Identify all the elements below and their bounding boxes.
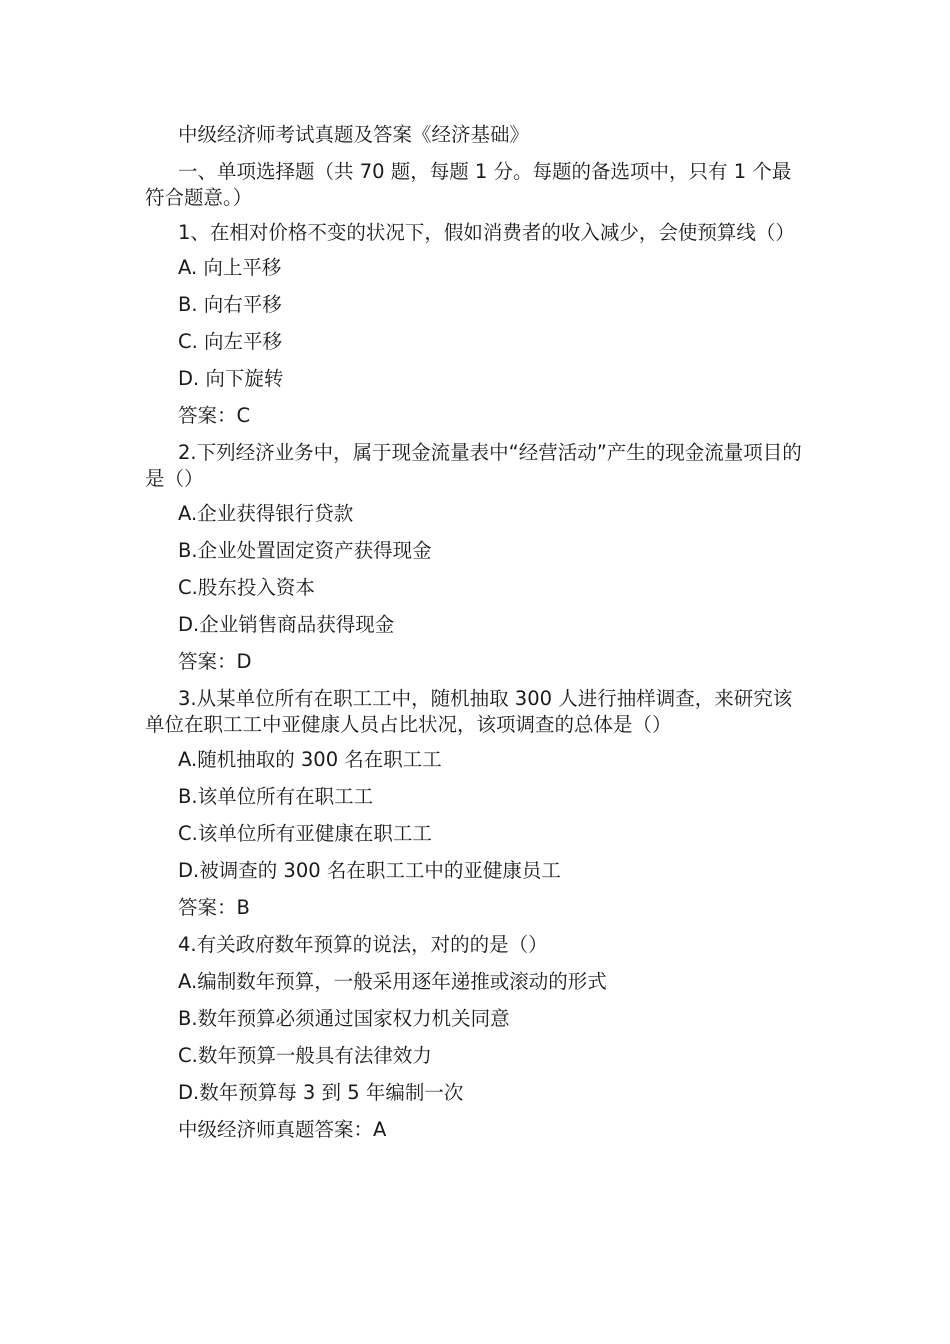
question-1-option-b: B. 向右平移 (178, 293, 282, 316)
question-4-answer: 中级经济师真题答案：A (178, 1118, 387, 1141)
question-3-option-a: A.随机抽取的 300 名在职工工 (178, 748, 442, 771)
question-3-stem: 3.从某单位所有在职工工中，随机抽取 300 人进行抽样调查，来研究该单位在职工工中亚健康人员占比状况，该项调查的总体是（） (145, 687, 793, 736)
question-2-answer: 答案：D (178, 650, 252, 673)
question-2-option-b: B.企业处置固定资产获得现金 (178, 539, 432, 562)
question-2-option-c: C.股东投入资本 (178, 576, 315, 599)
question-1-option-c: C. 向左平移 (178, 330, 283, 353)
question-4-stem: 4.有关政府数年预算的说法，对的的是（） (178, 933, 548, 956)
question-4-option-a: A.编制数年预算，一般采用逐年递推或滚动的形式 (178, 970, 607, 993)
question-1-stem: 1、在相对价格不变的状况下，假如消费者的收入减少，会使预算线（） (178, 221, 795, 244)
question-1-answer: 答案：C (178, 404, 251, 427)
question-2-option-a: A.企业获得银行贷款 (178, 502, 354, 525)
question-1-option-a: A. 向上平移 (178, 256, 282, 279)
section-heading: 一、单项选择题（共 70 题，每题 1 分。每题的备选项中，只有 1 个最符合题意。） (145, 160, 792, 209)
question-3-option-d: D.被调查的 300 名在职工工中的亚健康员工 (178, 859, 561, 882)
question-4-option-c: C.数年预算一般具有法律效力 (178, 1044, 432, 1067)
question-4-option-b: B.数年预算必须通过国家权力机关同意 (178, 1007, 510, 1030)
document-title: 中级经济师考试真题及答案《经济基础》 (178, 123, 530, 146)
question-3-answer: 答案：B (178, 896, 250, 919)
question-2-stem: 2.下列经济业务中，属于现金流量表中“经营活动”产生的现金流量项目的是（） (145, 441, 802, 490)
question-3-option-c: C.该单位所有亚健康在职工工 (178, 822, 432, 845)
document-body (145, 122, 805, 1154)
question-4-option-d: D.数年预算每 3 到 5 年编制一次 (178, 1081, 464, 1104)
question-3-option-b: B.该单位所有在职工工 (178, 785, 374, 808)
question-2-option-d: D.企业销售商品获得现金 (178, 613, 395, 636)
question-1-option-d: D. 向下旋转 (178, 367, 284, 390)
